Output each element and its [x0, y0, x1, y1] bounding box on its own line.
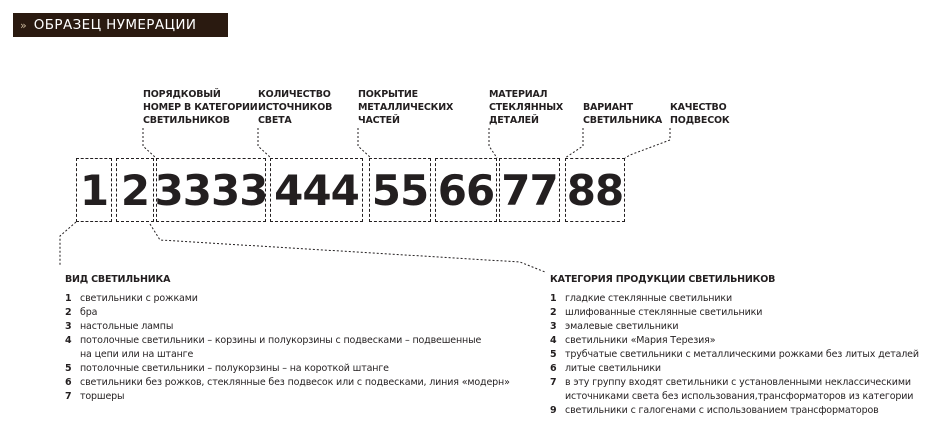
list-item: 3 настольные лампы — [65, 321, 174, 332]
list-item: 7 в эту группу входят светильники с установленными неклассическими — [550, 377, 911, 388]
connector-order — [143, 128, 156, 158]
list-item: 6 литые светильники — [550, 363, 661, 374]
code-box-category: 2 — [116, 158, 154, 222]
list-item: 1 гладкие стеклянные светильники — [550, 293, 732, 304]
code-box-kind: 1 — [76, 158, 112, 222]
chevron-icon: » — [20, 18, 27, 32]
connector-quality — [625, 128, 670, 158]
list-item: 5 потолочные светильники – полукорзины – на короткой штанге — [65, 363, 389, 374]
label-quality: КАЧЕСТВО ПОДВЕСОК — [670, 102, 730, 126]
list-item: 7 торшеры — [65, 391, 125, 402]
code-box-coating: 55 — [369, 158, 431, 222]
list-item: 4 потолочные светильники – корзины и полукорзины с подвесками – подвешенные — [65, 335, 482, 346]
connector-category — [150, 224, 545, 272]
right-section-list — [550, 292, 919, 418]
label-coating: ПОКРЫТИЕ МЕТАЛЛИЧЕСКИХ ЧАСТЕЙ — [358, 89, 454, 126]
list-item: 3 эмалевые светильники — [550, 321, 679, 332]
code-box-unlabeled: 66 — [435, 158, 497, 222]
list-item: 4 светильники «Мария Терезия» — [550, 335, 716, 346]
label-count: КОЛИЧЕСТВО ИСТОЧНИКОВ СВЕТА — [258, 89, 333, 126]
left-section-list — [65, 292, 510, 404]
connector-kind — [60, 222, 76, 265]
connector-coating — [358, 128, 371, 158]
label-glass: МАТЕРИАЛ СТЕКЛЯННЫХ ДЕТАЛЕЙ — [489, 89, 563, 126]
label-variant: ВАРИАНТ СВЕТИЛЬНИКА — [583, 102, 663, 126]
connector-count — [258, 128, 271, 158]
connector-glass — [489, 128, 497, 158]
code-box-order: 3333 — [156, 158, 266, 222]
list-item: 6 светильники без рожков, стеклянные без подвесок или с подвесками, линия «модерн» — [65, 377, 510, 388]
list-item-continuation: на цепи или на штанге — [80, 349, 194, 360]
list-item: 2 бра — [65, 307, 98, 318]
connector-variant — [565, 128, 583, 158]
list-item: 5 трубчатые светильники с металлическими рожками без литых деталей — [550, 349, 919, 360]
code-box-glass: 77 — [499, 158, 560, 222]
list-item: 9 светильники с галогенами с использованием трансформаторов — [550, 405, 879, 416]
label-order: ПОРЯДКОВЫЙ НОМЕР В КАТЕГОРИИ СВЕТИЛЬНИКОВ — [143, 89, 258, 126]
list-item-continuation: источниками света без использования,трансформаторов из категории — [565, 391, 914, 402]
code-box-count: 444 — [270, 158, 363, 222]
page-title: ОБРАЗЕЦ НУМЕРАЦИИ — [33, 17, 197, 33]
left-section-title: ВИД СВЕТИЛЬНИКА — [65, 274, 171, 285]
list-item: 2 шлифованные стеклянные светильники — [550, 307, 763, 318]
list-item: 1 светильники с рожками — [65, 293, 198, 304]
code-box-variant: 88 — [565, 158, 625, 222]
right-section-title: КАТЕГОРИЯ ПРОДУКЦИИ СВЕТИЛЬНИКОВ — [550, 274, 776, 285]
